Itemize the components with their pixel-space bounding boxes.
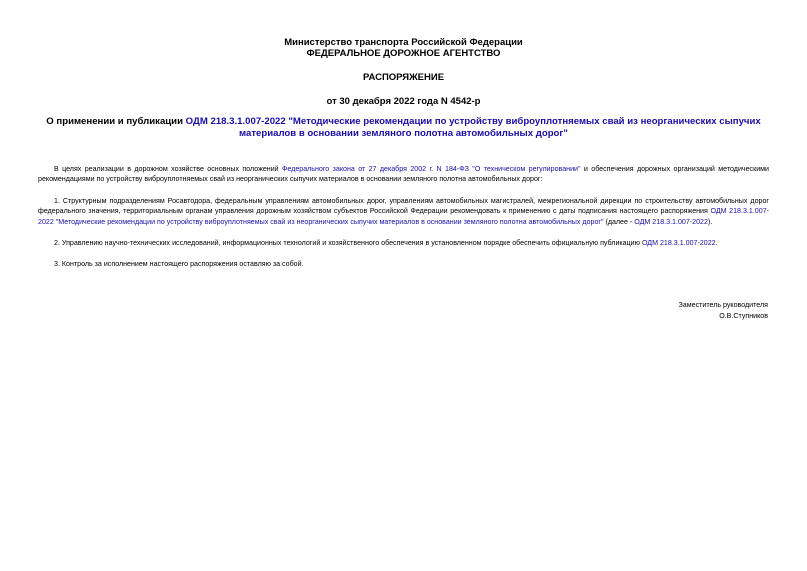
item-1-odm-link[interactable]: ОДМ 218.3.1.007-2022 "Методические рекомендации по устройству виброуплотняемых свай из неорганических сыпучих материалов в основании земляного полотна автомобильных дорог" bbox=[38, 207, 770, 226]
intro-paragraph bbox=[38, 164, 769, 185]
document-date-number: от 30 декабря 2022 года N 4542-р bbox=[326, 96, 481, 107]
item-1-text-3: ). bbox=[707, 217, 713, 226]
signatory-position: Заместитель руководителя bbox=[678, 301, 768, 309]
intro-text-1: В целях реализации в дорожном хозяйстве основных положений bbox=[54, 165, 283, 173]
signature-block bbox=[679, 300, 768, 321]
federal-law-link[interactable]: Федерального закона от 27 декабря 2002 г. N 184-ФЗ "О техническом регулировании" bbox=[282, 165, 581, 173]
item-3-text: 3. Контроль за исполнением настоящего распоряжения оставляю за собой. bbox=[54, 260, 304, 268]
document-type: РАСПОРЯЖЕНИЕ bbox=[362, 72, 445, 83]
signatory-name: О.В.Ступников bbox=[719, 311, 768, 320]
item-1-text-1: 1. Структурным подразделениям Росавтодора, федеральным управлениям автомобильных дорог, управлениям автомобильных магистралей, межрегиональной дирекции по строительству автомобильных дорог федерального значения, территориальным органам управления дорожным хозяйством субъектов Российской Федерации рекомендовать к применению с даты подписания настоящего распоряжения bbox=[38, 197, 769, 216]
item-1-paragraph bbox=[38, 196, 769, 227]
item-1-odm-short-link[interactable]: ОДМ 218.3.1.007-2022 bbox=[634, 217, 708, 226]
item-2-paragraph bbox=[38, 238, 769, 248]
document-header bbox=[0, 37, 807, 107]
title-prefix: О применении и публикации bbox=[46, 116, 186, 127]
item-2-text-2: . bbox=[715, 239, 718, 247]
ministry-name: Министерство транспорта Российской Федерации bbox=[284, 37, 523, 48]
item-3-paragraph bbox=[38, 259, 769, 269]
item-2-odm-link[interactable]: ОДМ 218.3.1.007-2022 bbox=[641, 239, 716, 247]
agency-name: ФЕДЕРАЛЬНОЕ ДОРОЖНОЕ АГЕНТСТВО bbox=[306, 48, 501, 59]
item-2-text-1: 2. Управлению научно-технических исследований, информационных технологий и хозяйственного обеспечения в установленном порядке обеспечить официальную публикацию bbox=[54, 239, 642, 247]
item-1-text-2: (далее - bbox=[603, 217, 635, 226]
title-odm-link[interactable]: ОДМ 218.3.1.007-2022 "Методические рекомендации по устройству виброуплотняемых свай из неорганических сыпучих материалов в основании земляного полотна автомобильных дорог" bbox=[185, 116, 761, 139]
intro-text-2: и обеспечения дорожных организаций методическими рекомендациями по устройству виброуплотняемых свай из неорганических сыпучих материалов в основании земляного полотна автомобильных дорог: bbox=[38, 165, 769, 184]
document-title bbox=[38, 116, 769, 140]
